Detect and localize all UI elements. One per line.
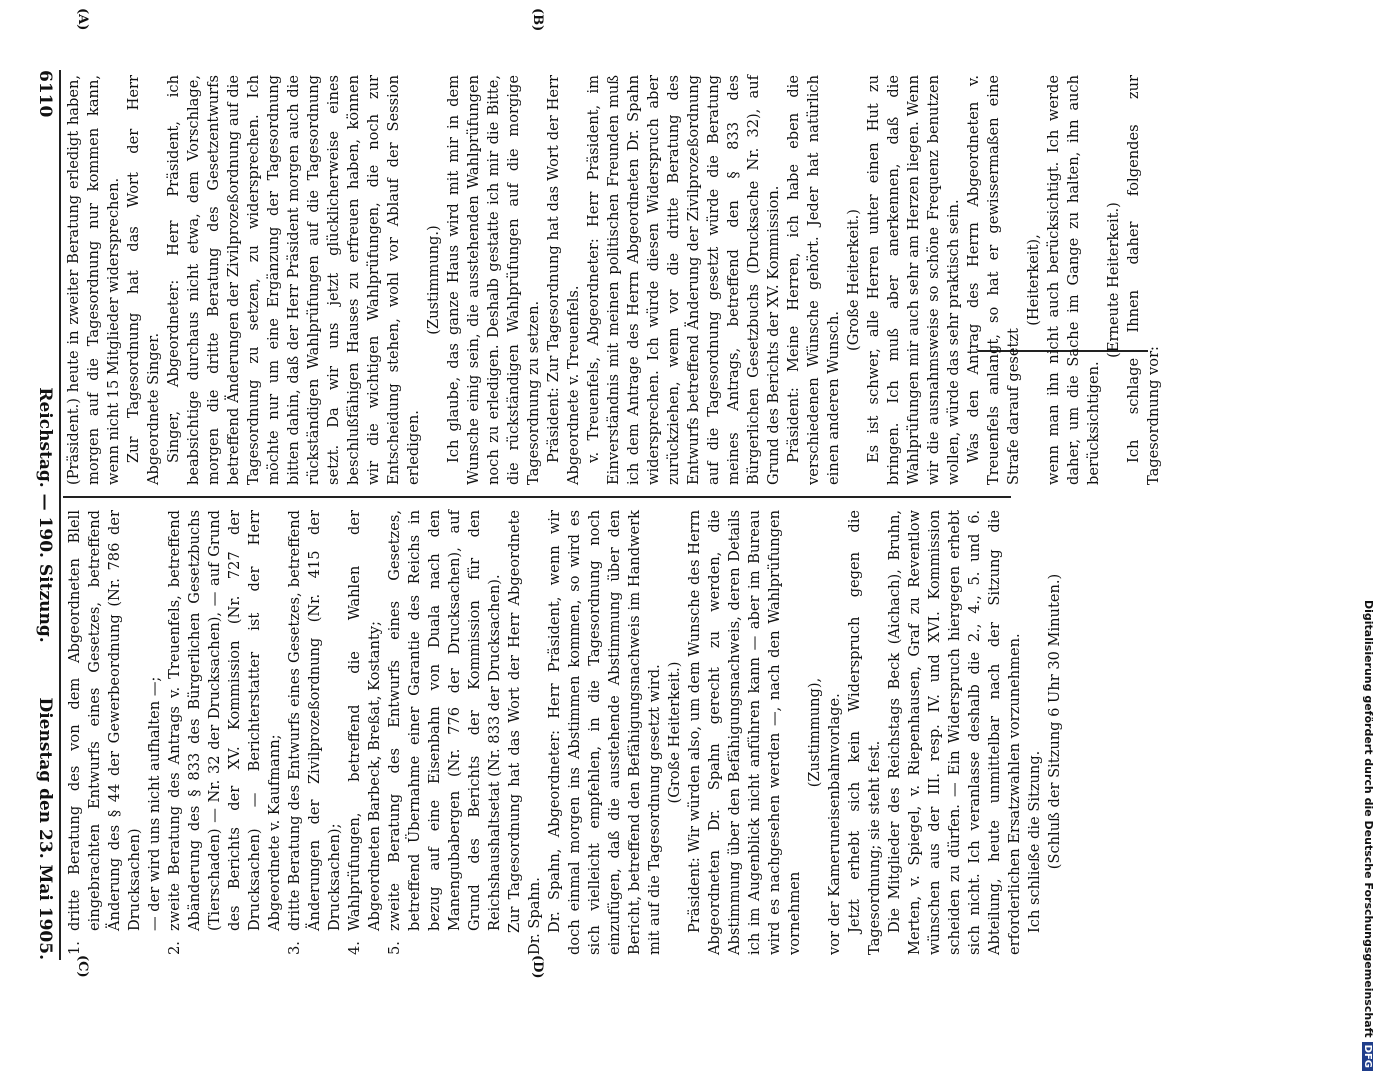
header-rule: [60, 70, 62, 960]
header-title: Reichstag. — 190. Sitzung.: [35, 387, 55, 643]
paragraph: Ich glaube, das ganze Haus wird mit mir in dem Wunsche einig sein, die ausstehenden Wahlprüfungen noch zu erledigen. Deshalb gestatte ich mir die Bitte, die rückständigen Wahlprüfungen auf die morgige Tagesordnung zu setzen.: [445, 75, 542, 485]
agenda-list: [65, 510, 505, 955]
paragraph: Jetzt erhebt sich kein Widerspruch gegen die Tagesordnung; sie steht fest.: [846, 510, 883, 955]
agenda-item: 2. zweite Beratung des Antrags v. Treuenfels, betreffend Abänderung des § 833 des Bürgerlichen Gesetzbuchs (Tierschaden) — Nr. 32 der Drucksachen), — auf Grund des Berichts der XV. Kommission (Nr. 727 der Drucksachen) — Berichterstatter ist der Herr Abgeordnete v. Kaufmann;: [166, 510, 283, 955]
section-marker-b: (B): [530, 8, 545, 32]
paragraph: Ich schlage Ihnen daher folgendes zur Tagesordnung vor:: [1125, 75, 1162, 485]
digitization-credit: [1362, 600, 1375, 1071]
paragraph: Es ist schwer, alle Herren unter einen Hut zu bringen. Ich muß aber anerkennen, daß die Wahlprüfungen mir auch sehr am Herzen liegen. Wenn wir die ausnahmsweise so schöne Frequenz benutzen wollen, würde das sehr praktisch sein.: [865, 75, 962, 485]
paragraph: Zur Tagesordnung hat das Wort der Herr Abgeordnete Singer.: [125, 75, 162, 485]
paragraph: Ich schließe die Sitzung.: [1026, 750, 1043, 933]
speech-president: Präsident: Zur Tagesordnung hat das Wort der Herr Abgeordnete v. Treuenfels.: [545, 75, 582, 485]
header-date: Dienstag den 23. Mai 1905.: [35, 697, 55, 960]
page-header: [25, 70, 55, 960]
paragraph: (Präsident.) heute in zweiter Beratung erledigt haben, morgen auf die Tagesordnung nur kommen kann, wenn nicht 15 Mitglieder widersprechen.: [65, 75, 122, 485]
speech-treuenfels: v. Treuenfels, Abgeordneter: Herr Präsident, im Einverständnis mit meinen politischen Freunden muß ich dem Antrage des Herrn Abgeordneten Dr. Spahn widersprechen. Ich würde diesen Widerspruch aber zurückziehen, wenn vor die dritte Beratung des Entwurfs betreffend Änderung der Zivilprozeßordnung auf die Tagesordnung gesetzt würde die Beratung meines Antrags, betreffend den § 833 des Bürgerlichen Gesetzbuchs (Drucksache Nr. 32), auf Grund des Berichts der XV. Kommission.: [585, 75, 782, 485]
agenda-item: 3. dritte Beratung des Entwurfs eines Gesetzes, betreffend Änderungen der Zivilprozeßordnung (Nr. 415 der Drucksachen);: [286, 510, 343, 955]
agenda-item: — der wird uns nicht aufhalten —;: [146, 676, 163, 931]
column-divider: [63, 496, 1011, 498]
interjection: (Zustimmung.): [425, 225, 442, 335]
agenda-item: 4. Wahlprüfungen, betreffend die Wahlen der Abgeordneten Barbeck, Breßat, Kostanty;: [346, 510, 383, 955]
section-marker-d: (D): [530, 955, 545, 979]
interjection: (Erneute Heiterkeit.): [1105, 202, 1122, 358]
paragraph: vor der Kameruneisenbahnvorlage.: [826, 693, 843, 955]
session-close: (Schluß der Sitzung 6 Uhr 30 Minuten.): [1046, 573, 1063, 870]
speech-spahn: Dr. Spahn, Abgeordneter: Herr Präsident, wenn wir doch einmal morgen ins Abstimmen kommen, so wird es sich vielleicht empfehlen, in die Tagesordnung noch einzufügen, daß die ausstehende Abstimmung über den Bericht, betreffend den Befähigungsnachweis im Handwerk mit auf die Tagesordnung gesetzt wird.: [546, 510, 663, 955]
interjection: (Heiterkeit),: [1025, 234, 1042, 326]
speech-president: Präsident: Meine Herren, ich habe eben die verschiedenen Wünsche gehört. Jeder hat natürlich einen anderen Wunsch.: [785, 75, 842, 485]
speech-president: Präsident: Wir würden also, um dem Wunsche des Herrn Abgeordneten Dr. Spahn gerecht zu werden, die Abstimmung über den Befähigungsnachweis, deren Details ich im Augenblick nicht anführen kann — aber im Bureau wird es nachgesehen werden —, nach den Wahlprüfungen vornehmen: [686, 510, 803, 955]
dfg-logo: DFG: [1362, 1042, 1373, 1071]
page-number: 6110: [35, 70, 55, 118]
agenda-item: 5. zweite Beratung des Entwurfs eines Gesetzes, betreffend Übernahme einer Garantie des Reichs in bezug auf eine Eisenbahn von Duala nach den Manengubabergen (Nr. 776 der Drucksachen), auf Grund des Berichts der Kommission für den Reichshaushaltsetat (Nr. 833 der Drucksachen).: [386, 510, 503, 955]
column-left: [64, 75, 1162, 485]
agenda-item: 1. dritte Beratung des von dem Abgeordneten Blell eingebrachten Entwurfs eines Gesetzes, betreffend Änderung des § 44 der Gewerbeordnung (Nr. 786 der Drucksachen): [66, 510, 143, 955]
interjection: (Große Heiterkeit.): [845, 209, 862, 351]
column-right: [65, 510, 1063, 955]
speech-singer: Singer, Abgeordneter: Herr Präsident, ich beabsichtige durchaus nicht etwa, dem Vorschlage, morgen die dritte Beratung des Gesetzentwurfs betreffend Änderungen der Zivilprozeßordnung auf die Tagesordnung zu setzen, zu widersprechen. Ich möchte nur um eine Ergänzung der Tagesordnung bitten dahin, daß der Herr Präsident morgen auch die rückständigen Wahlprüfungen auf die Tagesordnung setzt. Da wir uns jetzt glücklicherweise eines beschlußfähigen Hauses zu erfreuen haben, können wir die wichtigen Wahlprüfungen, die noch zur Entscheidung stehen, wohl vor Ablauf der Session erledigen.: [165, 75, 422, 485]
paragraph: wenn man ihn nicht auch berücksichtigt. Ich werde daher, um die Sache im Gange zu halten, ihn auch berücksichtigen.: [1045, 75, 1102, 485]
paragraph: Was den Antrag des Herrn Abgeordneten v. Treuenfels anlangt, so hat er gewissermaßen eine Strafe darauf gesetzt: [965, 75, 1022, 485]
paragraph: Zur Tagesordnung hat das Wort der Herr Abgeordnete Dr. Spahn.: [506, 510, 543, 955]
section-marker-a: (A): [75, 8, 90, 31]
credit-text: Digitalisierung gefördert durch die Deutsche Forschungsgemeinschaft: [1362, 600, 1375, 1038]
interjection: (Große Heiterkeit.): [666, 661, 683, 804]
paragraph: Die Mitglieder des Reichstags Beck (Aichach), Bruhn, Merten, v. Spiegel, v. Riepenhausen, Graf zu Reventlow wünschen aus der III. resp. IV. und XVI. Kommission scheiden zu dürfen. — Ein Widerspruch hiergegen erhebt sich nicht. Ich veranlasse deshalb die 2., 4., 5. und 6. Abteilung, heute unmittelbar nach der Sitzung die erforderlichen Ersatzwahlen vorzunehmen.: [886, 510, 1023, 955]
section-marker-c: (C): [75, 955, 90, 978]
interjection: (Zustimmung),: [806, 677, 823, 788]
